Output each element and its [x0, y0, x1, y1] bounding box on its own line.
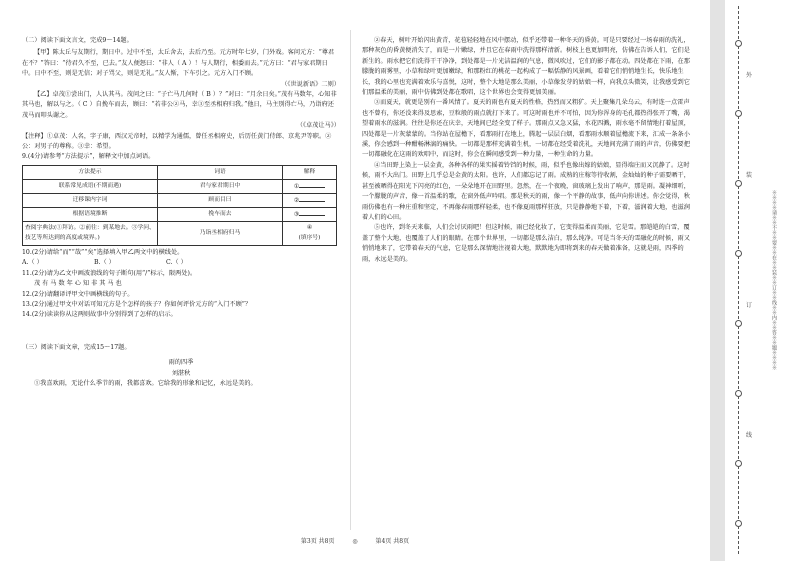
page-number-right: 第4页 共8页 — [375, 538, 410, 545]
question-12: 12.(2分)请翻译评甲文中画横线的句子。 — [22, 290, 134, 298]
footer-dot-icon: ◎ — [352, 538, 358, 545]
circle-icon — [735, 250, 742, 257]
table-header: 解释 — [283, 165, 337, 179]
question-9: 9.(4分)请参考“方法提示”，解释文中加点词语。 — [22, 153, 155, 161]
circle-icon — [735, 40, 742, 47]
table-header: 方法提示 — [23, 165, 158, 179]
right-column — [362, 36, 692, 265]
passage-yi-source: （《卓茂让马》） — [296, 122, 340, 130]
essay-title: 雨的四季 — [168, 359, 194, 367]
question-13: 13.(2分)通过甲文中对话可知元方是个怎样的孩子？你如何评价元方的“入门不顾”？ — [22, 300, 252, 308]
table-header: 词语 — [158, 165, 283, 179]
cut-line — [738, 6, 739, 554]
circle-icon — [735, 180, 742, 187]
passage-jia: 【甲】陈太丘与友期行，期日中。过中不至，太丘舍去，去后乃至。元方时年七岁，门外戏。客问元方：“尊君在不？”答曰：“待君久不至，已去。”友人便怒曰：“非人（ A ）！与人期行，相委而去。”元方曰：“君与家君期日中。日中不至，则是无信；对子骂父，则是无礼。”友人惭，下车引之。元方入门不顾。 — [22, 49, 335, 78]
circle-icon — [735, 390, 742, 397]
section3-heading: （三）阅读下面文章，完成15～17题。 — [22, 343, 131, 351]
binding-gutter — [710, 0, 725, 561]
answer-blank[interactable]: ④ (填序号) — [283, 221, 337, 245]
binding-label: 外 — [746, 72, 753, 79]
question-10-options — [22, 258, 340, 268]
essay-paragraph-1: ①我喜欢雨，无论什么季节的雨，我都喜欢。它给我的形象和记忆，永远是美的。 — [34, 379, 257, 387]
circle-icon — [735, 110, 742, 117]
table-cell: 迁移课内字词 — [23, 193, 158, 207]
binding-label: 线 — [746, 432, 753, 439]
essay-paragraph-3: ③而夏天，就更是别有一番风情了。夏天的雨也有夏天的性格，热烈而又粗犷。天上聚集几朵乌云，有时连一点雷声也不曾有，你还没来得及思索，豆粒般的雨点就打下来了。可这时雨也并不可怕，因为你浑身的毛孔都热得张开了嘴，渴望着雨水的滋润。往往是你还在庆幸，天地间已经全变了样子。那雨点又急又猛，水花四溅，雨水毫不留情地打着屋顶，四处都是一片灰蒙蒙的。当你站在屋檐下，看那雨打在地上，腾起一层层白烟，看那雨水顺着屋檐流下来，汇成一条条小溪，你会感到一种酣畅淋漓的痛快。一切都是那样充满着生机，一切都在经受着洗礼，天地间充满了雨的声音，仿佛要把一切都融化在这雨的欢唱中，而这时，你会在瞬间感受到一种力量，一种生命的力量。 — [362, 99, 690, 159]
circle-icon — [735, 320, 742, 327]
table-cell: 顾而目曰 — [158, 193, 283, 207]
table-header-row — [23, 165, 337, 179]
circle-icon — [735, 520, 742, 527]
question-10: 10.(2分)请给“而”“哉”“矣”选择填入甲乙两文中的横线处。 — [22, 248, 184, 256]
question-11-sentence: 茂 有 马 数 年 心 知 非 其 马 也 — [34, 280, 122, 288]
vocab-table — [22, 165, 337, 246]
passage-yi: 【乙】卓茂①尝出门，人认其马。茂问之曰：“子亡马几何时（ B ）？”对曰：“月余日矣。”茂有马数年，心知非其马也，解以与之。（ C ）自挽车而去，顾曰：“若非公②马，幸③至丞相府归我。”他日，马主别得亡马，乃诣府还茂马而叩头谢之。 — [22, 91, 337, 119]
table-row — [23, 179, 337, 193]
left-column — [22, 36, 340, 389]
table-cell: 乃诣丞相府归马 — [158, 221, 283, 245]
table-row — [23, 193, 337, 207]
binding-label: 订 — [746, 302, 753, 309]
binding-margin — [710, 0, 794, 561]
essay-paragraph-5: ⑤也许，到冬天来临，人们会讨厌雨吧！但这时候，雨已经化妆了，它变得温柔而美丽，它是雪。那皑皑的白雪，覆盖了整个大地，也覆盖了人们的眼睛。在那个世界里，一切都是那么洁白，那么纯净。可是当冬天的雪融化的时候，雨又悄悄地来了，它带着春天的气息，它是那么深情地注视着大地，默默地为即将到来的春天做着准备，这就是雨，四季的雨，永远是美的。 — [362, 224, 690, 263]
section2-heading: （二）阅读下面文言文，完成9～14题。 — [22, 37, 133, 44]
question-11: 11.(2分)请为乙文中画波浪线的句子断句(用“/”标示，限两处)。 — [22, 269, 197, 277]
annotation-note: 【注释】①卓茂：人名，字子康，西汉元帝时，以精学为通儒，曾任丞相府史，后历任黄门侍郎、京兆尹等职。②公：对男子的尊称。③幸：希望。 — [22, 132, 332, 151]
answer-blank[interactable]: ① — [283, 179, 337, 193]
table-cell: 联系常见成语(不期而遇) — [23, 179, 158, 193]
option-c[interactable]: C.（ ） — [165, 259, 187, 267]
table-cell: 根据语境推断 — [23, 207, 158, 221]
answer-blank[interactable]: ③ — [283, 207, 337, 221]
page-footer — [0, 536, 710, 545]
column-divider — [350, 30, 351, 530]
page-number-left: 第3页 共8页 — [300, 538, 335, 545]
answer-blank[interactable]: ② — [283, 193, 337, 207]
binding-label: 装 — [746, 172, 753, 179]
table-cell: 君与家君期日中 — [158, 179, 283, 193]
option-b[interactable]: B.（ ） — [93, 259, 115, 267]
passage-jia-source: （《世说新语》二则） — [281, 80, 340, 88]
essay-paragraph-2: ②春天，树叶开始闪出黄青，花苞轻轻地在风中摆动，似乎还带着一种冬天的昏黄。可是只要经过一场春雨的洗礼，那种灰色的昏黄便消失了，而是一片嫩绿，并且它在春雨中洗得那样清新。树枝上也更加明亮，仿佛在告诉人们，它们是新生的。雨水把它们洗得干干净净，到处都是一片光洁温润的气息，微风吹过，它们的影子都在动。四处都在下雨，在那朦胧的雨雾里，小草和绿叶更加嫩绿，和那粉红的桃花一起构成了一幅恬静的风景画，看着它们悄悄地生长，快乐地生长，我的心里也充满着欢乐与喜悦，这时，整个大地是那么美丽，小草像发芽的姑娘一样，向我点头微笑，让我感受到它们那温柔的美丽，雨中仿佛到处都在歌唱，这个世界也会变得更加美丽。 — [362, 37, 690, 97]
table-cell: 挽车而去 — [158, 207, 283, 221]
essay-author: 刘湛秋 — [171, 369, 191, 377]
table-cell: 查阅字典法(①拜访。②前往：到某地去。③学问、技艺等所达到的高度或境界。) — [23, 221, 158, 245]
question-14: 14.(2分)读读你从这两则故事中分别得到了怎样的启示。 — [22, 311, 177, 319]
circle-icon — [735, 460, 742, 467]
option-a[interactable]: A.（ ） — [22, 259, 43, 267]
seal-notice: ※※※※请※※不※※要※※在※※装※※订※※线※※内※※答※※题※※※※ — [771, 190, 777, 370]
table-row — [23, 207, 337, 221]
essay-paragraph-4: ④当田野上染上一层金黄，各种各样的果实摇着铃铛的时候，雨，似乎也像出嫁的姑娘，显得端庄而又沉静了。这时候，雨不大出门。田野上几乎总是金黄的太阳。也许，人们都忘记了雨。成熟的庄稼等待收割，金灿灿的种子需要晒干，甚至被晒得在阳光下闪亮的红色，一朵朵地开在田野里。忽然，在一个夜晚，窗玻璃上发出了响声，那是雨。凝神细听，一个朦胧的声音，像一首温柔的歌，在窗外低声吟唱。那是秋天的雨，像一个平静的故事，低声向你讲述。你会觉得，秋雨仿佛也有一种庄重和坚定，不再像春雨那样轻柔，也不像夏雨那样狂放，只是静静地下着，下着，滋润着大地，也滋润着人们的心田。 — [362, 161, 690, 221]
table-row — [23, 221, 337, 245]
